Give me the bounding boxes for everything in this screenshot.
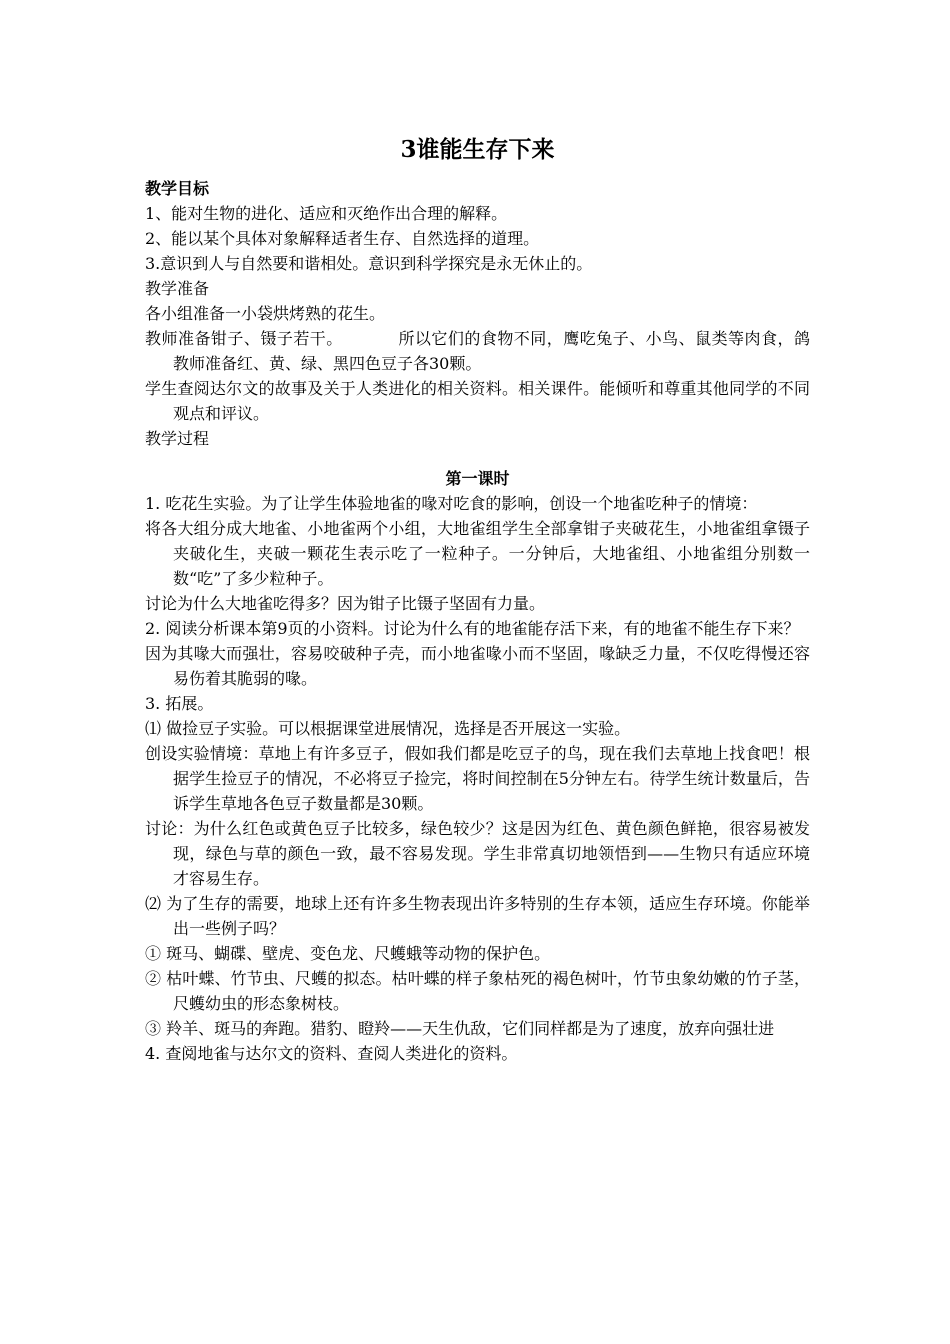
prep-item: 学生查阅达尔文的故事及关于人类进化的相关资料。相关课件。能倾听和尊重其他同学的不同观点和评议。 [145,379,810,423]
lesson-paragraph: 将各大组分成大地雀、小地雀两个小组，大地雀组学生全部拿钳子夹破花生，小地雀组拿镊子夹破化生，夹破一颗花生表示吃了一粒种子。一分钟后，大地雀组、小地雀组分别数一数“吃”了多少粒种子。 [145,519,810,588]
goal-item: 1、能对生物的进化、适应和灭绝作出合理的解释。 [145,204,508,223]
process-heading: 教学过程 [145,429,210,448]
lesson-paragraph: 讨论：为什么红色或黄色豆子比较多，绿色较少？这是因为红色、黄色颜色鲜艳，很容易被发现，绿色与草的颜色一致，最不容易发现。学生非常真切地领悟到——生物只有适应环境才容易生存。 [145,819,810,888]
document-page [145,135,821,1066]
prep-item: 教师准备钳子、镊子若干。 所以它们的食物不同，鹰吃兔子、小鸟、鼠类等肉食，鸽 教师准备红、黄、绿、黑四色豆子各30颗。 [145,329,821,373]
goal-item: 3.意识到人与自然要和谐相处。意识到科学探究是永无休止的。 [145,254,593,273]
lesson-paragraph: 因为其喙大而强壮，容易咬破种子壳，而小地雀喙小而不坚固，喙缺乏力量，不仅吃得慢还容易伤着其脆弱的喙。 [145,644,810,688]
prep-heading: 教学准备 [145,279,210,298]
lesson-title: 第一课时 [445,469,510,488]
lesson-paragraph: ② 枯叶蝶、竹节虫、尺蠖的拟态。枯叶蝶的样子象枯死的褐色树叶，竹节虫象幼嫩的竹子茎，尺蠖幼虫的形态象树枝。 [145,969,810,1013]
lesson-paragraph: ① 斑马、蝴碟、壁虎、变色龙、尺蠖蛾等动物的保护色。 [145,944,551,963]
lesson-paragraph: 4. 查阅地雀与达尔文的资料、查阅人类进化的资料。 [145,1044,518,1063]
lesson-paragraph: 讨论为什么大地雀吃得多？因为钳子比镊子坚固有力量。 [145,594,546,613]
prep-item: 各小组准备一小袋烘烤熟的花生。 [145,304,386,323]
lesson-paragraph: ⑵ 为了生存的需要，地球上还有许多生物表现出许多特别的生存本领，适应生存环境。你能举出一些例子吗？ [145,894,810,938]
lesson-paragraph: ③ 羚羊、斑马的奔跑。猎豹、瞪羚——天生仇敌，它们同样都是为了速度，放弃向强壮进 [145,1019,775,1038]
lesson-paragraph: 3. 拓展。 [145,694,214,713]
document-title: 3谁能生存下来 [400,136,555,163]
lesson-paragraph: ⑴ 做捡豆子实验。可以根据课堂进展情况，选择是否开展这一实验。 [145,719,631,738]
goals-heading: 教学目标 [145,179,210,198]
lesson-paragraph: 创设实验情境：草地上有许多豆子，假如我们都是吃豆子的鸟，现在我们去草地上找食吧！根据学生捡豆子的情况，不必将豆子捡完，将时间控制在5分钟左右。待学生统计数量后，告诉学生草地各色豆子数量都是30颗。 [145,744,810,813]
lesson-paragraph: 2. 阅读分析课本第9页的小资料。讨论为什么有的地雀能存活下来，有的地雀不能生存下来？ [145,619,800,638]
lesson-paragraph: 1. 吃花生实验。为了让学生体验地雀的喙对吃食的影响，创设一个地雀吃种子的情境： [145,494,758,513]
goal-item: 2、能以某个具体对象解释适者生存、自然选择的道理。 [145,229,540,248]
